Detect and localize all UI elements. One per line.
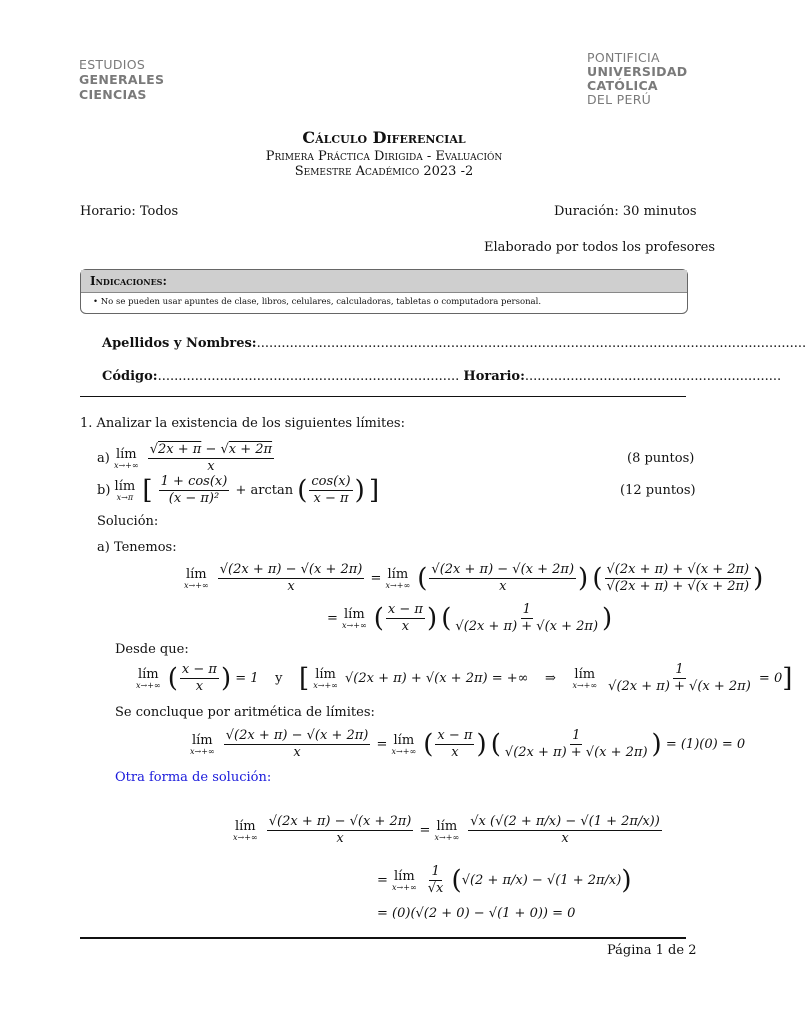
a-points: (8 puntos) bbox=[627, 451, 695, 466]
logo-line: CIENCIAS bbox=[79, 87, 147, 102]
estudios-generales-logo bbox=[79, 57, 164, 102]
logo-line: PONTIFICIA bbox=[587, 50, 660, 65]
y-word: y bbox=[275, 671, 283, 686]
schedule-label: Horario: bbox=[463, 369, 525, 384]
equation-3: lím x→+∞ ( $\frac{x - \pi}{x}$ ) = 1 y [ lím x→+∞ √(2x + π) + √(x + 2π) = +∞ ⇒ lím x→+∞ $\frac{1}{√(2x + \pi) + √(x + 2\pi)}$ = 0] bbox=[136, 662, 793, 694]
logo-line: UNIVERSIDAD bbox=[587, 64, 688, 79]
course-title: Cálculo Diferencial bbox=[302, 128, 466, 147]
equation-7: = (0)(√(2 + 0) − √(1 + 0)) = 0 bbox=[377, 906, 576, 921]
a-intro: a) Tenemos: bbox=[97, 540, 177, 555]
logo-line: DEL PERÚ bbox=[587, 92, 652, 107]
code-label: Código: bbox=[102, 369, 158, 384]
a-label: a) bbox=[97, 451, 110, 466]
b-label: b) bbox=[97, 483, 111, 498]
footer-rule bbox=[80, 937, 686, 939]
semester-title: Semestre Académico 2023 -2 bbox=[294, 164, 474, 179]
desde-que: Desde que: bbox=[115, 642, 189, 657]
pucp-logo bbox=[587, 51, 687, 107]
logo-line: ESTUDIOS bbox=[79, 57, 146, 72]
code-field[interactable]: Código:......................................................................... Horario:.............................................................. bbox=[102, 369, 782, 384]
instructions-item: • No se pueden usar apuntes de clase, libros, celulares, calculadoras, tabletas o computadora personal. bbox=[93, 297, 542, 307]
schedule-info: Horario: Todos bbox=[80, 204, 179, 219]
logo-line: CATÓLICA bbox=[587, 78, 658, 93]
equation-6: = lím x→+∞ $\frac{1}{√x}$ (√(2 + π/x) − √(1 + 2π/x)) bbox=[377, 864, 632, 896]
equation-5: lím x→+∞ $\frac{√(2x + \pi) - √(x + 2\pi)}{x}$ = lím x→+∞ $\frac{√x (√(2 + \pi/x) - √(1 + 2\pi/x))}{x}$ bbox=[233, 814, 660, 846]
page-number: Página 1 de 2 bbox=[607, 943, 697, 958]
equation-1: lím x→+∞ $\frac{√(2x + \pi) - √(x + 2\pi)}{x}$ = lím x→+∞ ( $\frac{√(2x + \pi) - √(x + 2\pi)}{x}$ ) ( $\frac{√(2x + \pi) + √(x + 2\pi)}{√(2x + \pi) + √(x + 2\pi)}$ ) bbox=[184, 562, 764, 594]
author-info: Elaborado por todos los profesores bbox=[484, 240, 716, 255]
name-label: Apellidos y Nombres: bbox=[102, 336, 257, 351]
exam-title: Primera Práctica Dirigida - Evaluación bbox=[265, 149, 503, 164]
logo-line: GENERALES bbox=[79, 72, 165, 87]
se-concluye: Se concluque por aritmética de límites: bbox=[115, 705, 375, 720]
divider bbox=[80, 396, 686, 397]
equation-4: lím x→+∞ $\frac{√(2x + \pi) - √(x + 2\pi)}{x}$ = lím x→+∞ ( $\frac{x - \pi}{x}$ ) ( $\frac{1}{√(2x + \pi) + √(x + 2\pi)}$ ) = (1)(0) = 0 bbox=[190, 728, 746, 760]
instructions-text: No se pueden usar apuntes de clase, libros, celulares, calculadoras, tabletas o computadora personal. bbox=[100, 297, 542, 307]
problem-b: b) lím x→π [ $\frac{1 + \cos(x)}{\text{(x − π)²}}$ + arctan ( $\frac{\cos(x)}{x - \pi}$ ) ] bbox=[97, 474, 380, 506]
problem-a: a) lím x→+∞ $\frac{√2x + \pi - √x + 2\pi}{x}$ bbox=[97, 442, 273, 474]
instructions-box bbox=[80, 269, 688, 314]
otra-forma-heading: Otra forma de solución: bbox=[115, 770, 272, 785]
equation-2: = lím x→+∞ ( $\frac{x - \pi}{x}$ ) ( $\frac{1}{√(2x + \pi) + √(x + 2\pi)}$ ) bbox=[327, 602, 613, 634]
name-field[interactable]: Apellidos y Nombres:..................................................................................................................................... bbox=[102, 336, 806, 351]
problem-statement: 1. Analizar la existencia de los siguientes límites: bbox=[80, 416, 405, 431]
instructions-title: Indicaciones: bbox=[81, 270, 687, 293]
duration-info: Duración: 30 minutos bbox=[554, 204, 697, 219]
solution-label: Solución: bbox=[97, 514, 159, 529]
b-points: (12 puntos) bbox=[620, 483, 696, 498]
